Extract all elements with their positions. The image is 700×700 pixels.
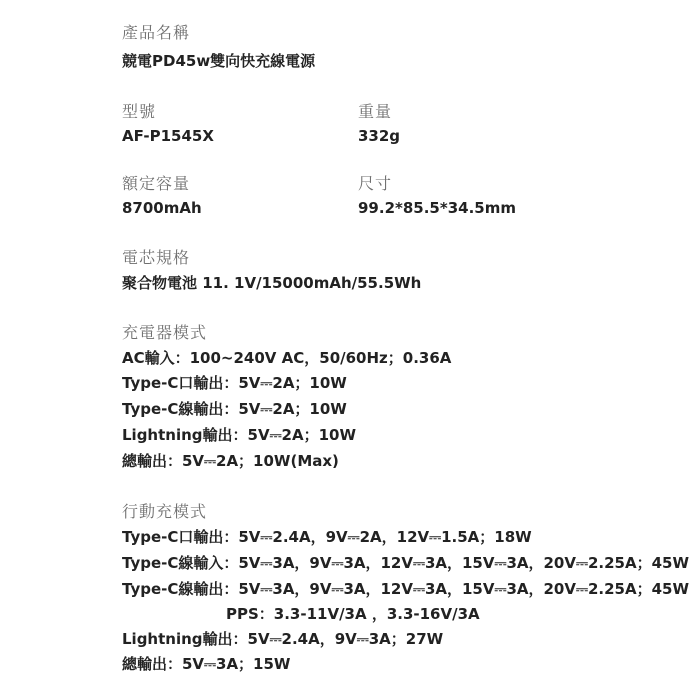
rated-capacity-value: 8700mAh — [122, 199, 202, 217]
model-value: AF-P1545X — [122, 127, 214, 145]
dimensions-value: 99.2*85.5*34.5mm — [358, 199, 516, 217]
cell-spec-value: 聚合物電池 11. 1V/15000mAh/55.5Wh — [122, 274, 422, 292]
charger-mode-line: Type-C線輸出：5V⎓2A；10W — [122, 400, 347, 418]
powerbank-mode-line: Type-C線輸入：5V⎓3A，9V⎓3A，12V⎓3A，15V⎓3A，20V⎓2.25A；45W — [122, 554, 689, 572]
powerbank-mode-line: Type-C線輸出：5V⎓3A，9V⎓3A，12V⎓3A，15V⎓3A，20V⎓2.25A；45W — [122, 580, 689, 598]
charger-mode-line: 總輸出：5V⎓2A；10W(Max) — [122, 452, 339, 470]
product-name-value: 競電PD45w雙向快充線電源 — [122, 52, 316, 70]
product-name-label: 產品名稱 — [122, 23, 191, 42]
charger-mode-line: AC輸入：100~240V AC，50/60Hz；0.36A — [122, 349, 452, 367]
powerbank-mode-label: 行動充模式 — [122, 502, 208, 521]
powerbank-mode-line: Type-C口輸出：5V⎓2.4A，9V⎓2A，12V⎓1.5A；18W — [122, 528, 532, 546]
powerbank-mode-line: 總輸出：5V⎓3A；15W — [122, 655, 291, 673]
powerbank-mode-line: PPS：3.3-11V/3A ，3.3-16V/3A — [226, 605, 480, 623]
dimensions-label: 尺寸 — [358, 174, 393, 193]
rated-capacity-label: 額定容量 — [122, 174, 191, 193]
weight-label: 重量 — [358, 102, 393, 121]
charger-mode-label: 充電器模式 — [122, 323, 208, 342]
powerbank-mode-line: Lightning輸出：5V⎓2.4A，9V⎓3A；27W — [122, 630, 444, 648]
charger-mode-line: Lightning輸出：5V⎓2A；10W — [122, 426, 357, 444]
charger-mode-line: Type-C口輸出：5V⎓2A；10W — [122, 374, 347, 392]
model-label: 型號 — [122, 102, 157, 121]
weight-value: 332g — [358, 127, 401, 145]
cell-spec-label: 電芯規格 — [122, 248, 191, 267]
